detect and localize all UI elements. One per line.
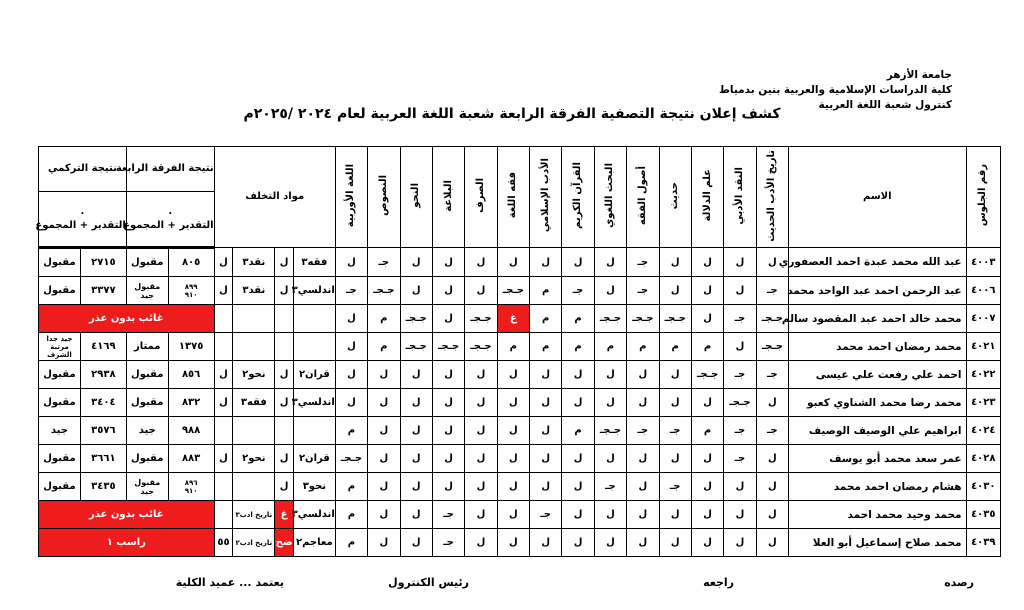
grade-cell: ل xyxy=(465,473,497,501)
grade-cell: جـ xyxy=(659,417,691,445)
grade-cell: ل xyxy=(400,417,432,445)
grade-cell: جـجـ xyxy=(627,305,659,333)
grade-cell: جـ xyxy=(627,248,659,277)
grade-cell: ل xyxy=(530,389,562,417)
subject-header: البحث اللغوي xyxy=(594,147,626,248)
cumulative-total: ٣٦٦١ xyxy=(80,445,126,473)
grade-cell: ل xyxy=(335,248,367,277)
grade-cell: جـجـ xyxy=(659,305,691,333)
grade-cell: ل xyxy=(465,389,497,417)
cumulative-grade: مقبول xyxy=(39,277,81,305)
recorded-label: رصده xyxy=(944,576,974,589)
failed-subject: قران٢ xyxy=(293,361,335,389)
grade-cell: ل xyxy=(594,501,626,529)
table-row xyxy=(39,361,1001,389)
grade-cell: جـجـ xyxy=(465,333,497,361)
failed-subject: قران٢ xyxy=(293,445,335,473)
subject-header: اللغة الأوربية xyxy=(335,147,367,248)
grade-cell: ل xyxy=(465,445,497,473)
grade-cell: جـ xyxy=(368,248,400,277)
cumulative-total: ٣٤٣٥ xyxy=(80,473,126,501)
grade-cell: ل xyxy=(432,389,464,417)
fourth-year-total: ٨٣٢ xyxy=(168,389,214,417)
reviewed-label: راجعه xyxy=(703,576,734,589)
table-row xyxy=(39,305,1001,333)
grade-cell: جـ xyxy=(594,473,626,501)
grade-cell: جـجـ xyxy=(400,333,432,361)
failed-subject-grade: غ xyxy=(275,501,294,529)
grade-cell: جـ xyxy=(724,417,756,445)
grade-cell: ل xyxy=(400,389,432,417)
grade-cell: م xyxy=(530,305,562,333)
failed-subject-grade xyxy=(214,473,233,501)
seat-number: ٤٠٠٦ xyxy=(966,277,1000,305)
grade-cell: ل xyxy=(465,501,497,529)
grade-cell: ل xyxy=(627,501,659,529)
cumulative-grade: مقبول xyxy=(39,389,81,417)
table-row xyxy=(39,248,1001,277)
student-name: عبد الله محمد عبدة احمد العصفوري xyxy=(789,248,967,277)
failed-subject-grade xyxy=(214,333,233,361)
failed-subject-grade: ل xyxy=(275,361,294,389)
grade-cell: جـجـ xyxy=(432,333,464,361)
grade-cell: ل xyxy=(400,473,432,501)
grade-cell: ل xyxy=(497,389,529,417)
table-row xyxy=(39,417,1001,445)
cumulative-total: ٤١٦٩ xyxy=(80,333,126,361)
grade-cell: ل xyxy=(562,501,594,529)
student-name: محمد رمضان احمد محمد xyxy=(789,333,967,361)
grade-cell: ل xyxy=(432,361,464,389)
grade-cell: ل xyxy=(724,501,756,529)
grade-cell: جـجـ xyxy=(594,417,626,445)
subject-header: النقد الأدبي xyxy=(724,147,756,248)
student-name: عمر سعد محمد أبو يوسف xyxy=(789,445,967,473)
failed-subject: اندلسي٣ xyxy=(293,389,335,417)
seat-number: ٤٠٢٣ xyxy=(966,389,1000,417)
failed-subject-grade xyxy=(214,305,233,333)
failed-subject: نحو٣ xyxy=(293,473,335,501)
failed-subject-grade: ل xyxy=(275,389,294,417)
grade-cell: جـجـ xyxy=(691,361,723,389)
failed-subject: نقد٣ xyxy=(233,277,275,305)
failed-subject: تاريخ ادب٢ xyxy=(233,529,275,557)
grade-cell: م xyxy=(335,473,367,501)
failed-subject-grade: ل xyxy=(275,248,294,277)
cumulative-total: ٣٤٠٤ xyxy=(80,389,126,417)
grade-cell: ل xyxy=(659,277,691,305)
grade-cell: ل xyxy=(724,333,756,361)
table-row xyxy=(39,501,1001,529)
grade-cell: ل xyxy=(497,473,529,501)
grade-cell: ل xyxy=(432,277,464,305)
failed-subject-grade: ل xyxy=(275,277,294,305)
grade-cell: ل xyxy=(659,501,691,529)
failed-subject-grade: ل xyxy=(214,361,233,389)
page-title: كشف إعلان نتيجة التصفية الفرقة الرابعة شعبة اللغة العربية لعام ٢٠٢٤ /٢٠٢٥م xyxy=(243,106,781,122)
failed-subject: فقه٣ xyxy=(233,389,275,417)
grade-cell: ل xyxy=(530,445,562,473)
grade-cell: ل xyxy=(724,473,756,501)
failed-subject: تاريخ ادب٣ xyxy=(233,501,275,529)
grade-cell: ل xyxy=(400,277,432,305)
subject-header: علم الدلالة xyxy=(691,147,723,248)
cumulative-grade: جيد جدا مرتبة الشرف xyxy=(39,333,81,361)
grade-cell: ل xyxy=(562,361,594,389)
grade-cell: ل xyxy=(497,445,529,473)
grade-cell: ل xyxy=(432,248,464,277)
grade-cell: ل xyxy=(756,248,788,277)
failed-subject xyxy=(293,333,335,361)
grade-cell: جـ xyxy=(724,445,756,473)
seat-number: ٤٠٠٧ xyxy=(966,305,1000,333)
grade-cell: جـ xyxy=(724,305,756,333)
grade-cell: ل xyxy=(756,529,788,557)
grade-cell: ل xyxy=(530,529,562,557)
failed-subjects-header: مواد التخلف xyxy=(214,147,335,248)
grade-cell: ل xyxy=(562,445,594,473)
grade-cell: ل xyxy=(400,501,432,529)
grade-cell: جـجـ xyxy=(594,305,626,333)
cumulative-grade-total-header: . التقدير + المجموع xyxy=(39,192,127,248)
grade-cell: ل xyxy=(594,529,626,557)
grade-cell: م xyxy=(530,333,562,361)
failed-subject-grade: ل xyxy=(214,445,233,473)
failed-subject: فقه٣ xyxy=(293,248,335,277)
fourth-year-grade: ممتاز xyxy=(126,333,168,361)
grade-cell: ل xyxy=(724,277,756,305)
student-name: محمد صلاح إسماعيل أبو العلا xyxy=(789,529,967,557)
fourth-year-total: ٩٨٨ xyxy=(168,417,214,445)
fourth-year-total: ٨٠٥ xyxy=(168,248,214,277)
status-badge: غائب بدون عذر xyxy=(39,501,215,529)
grade-cell: ل xyxy=(691,473,723,501)
grade-cell: ل xyxy=(465,248,497,277)
student-name: عبد الرحمن احمد عبد الواحد محمد xyxy=(789,277,967,305)
grade-cell: ل xyxy=(691,529,723,557)
grade-cell: ل xyxy=(627,473,659,501)
grade-cell: ل xyxy=(724,529,756,557)
grade-cell: ل xyxy=(691,277,723,305)
grade-cell: ل xyxy=(594,361,626,389)
grade-cell: ل xyxy=(627,529,659,557)
name-header: الاسم xyxy=(789,147,967,248)
grade-cell: ل xyxy=(594,389,626,417)
table-row xyxy=(39,277,1001,305)
seat-number: ٤٠٢٤ xyxy=(966,417,1000,445)
grade-cell: جـ xyxy=(627,277,659,305)
cumulative-total: ٣٥٧٦ xyxy=(80,417,126,445)
failed-subject: اندلسي٣ xyxy=(293,501,335,529)
table-row xyxy=(39,333,1001,361)
grade-cell: ل xyxy=(530,248,562,277)
fourth-year-total: ٨٨٣ xyxy=(168,445,214,473)
results-table xyxy=(35,146,1001,557)
student-name: محمد وحيد محمد احمد xyxy=(789,501,967,529)
grade-cell: م xyxy=(562,333,594,361)
failed-subject: نقد٣ xyxy=(233,248,275,277)
grade-cell: جـ xyxy=(432,501,464,529)
failed-subject: معاجم٢ xyxy=(293,529,335,557)
fourth-year-grade: مقبول xyxy=(126,248,168,277)
cumulative-grade: مقبول xyxy=(39,361,81,389)
grade-cell: ل xyxy=(335,361,367,389)
grade-cell: ل xyxy=(400,248,432,277)
grade-cell: ل xyxy=(756,445,788,473)
seat-header: رقم الجلوس xyxy=(966,147,1000,248)
grade-cell: ل xyxy=(627,361,659,389)
failed-subject-grade: ٥٥ xyxy=(214,529,233,557)
failed-subject-grade: ل xyxy=(214,277,233,305)
student-name: محمد رضا محمد الشناوي كعبو xyxy=(789,389,967,417)
grade-cell: ل xyxy=(368,445,400,473)
grade-cell: ل xyxy=(562,529,594,557)
status-badge: غائب بدون عذر xyxy=(39,305,215,333)
grade-cell: م xyxy=(497,333,529,361)
grade-cell: م xyxy=(691,333,723,361)
fourth-grade-total-header: . التقدير + المجموع xyxy=(126,192,214,248)
grade-cell: ل xyxy=(562,473,594,501)
grade-cell: جـجـ xyxy=(368,277,400,305)
grade-cell: جـجـ xyxy=(756,305,788,333)
grade-cell: جـ xyxy=(756,361,788,389)
grade-cell: ل xyxy=(368,501,400,529)
failed-subject-grade xyxy=(275,417,294,445)
subject-header: البلاغة xyxy=(432,147,464,248)
seat-number: ٤٠٠٣ xyxy=(966,248,1000,277)
grade-cell: ل xyxy=(432,445,464,473)
grade-cell: جـجـ xyxy=(497,277,529,305)
cumulative-header: نتيجة التركمي xyxy=(39,147,127,192)
grade-cell: ل xyxy=(465,277,497,305)
seat-number: ٤٠٢٢ xyxy=(966,361,1000,389)
cumulative-total: ٢٩٣٨ xyxy=(80,361,126,389)
grade-cell: ل xyxy=(400,361,432,389)
fourth-year-grade: مقبول جيد xyxy=(126,473,168,501)
student-name: ابراهيم علي الوصيف الوصيف xyxy=(789,417,967,445)
cumulative-grade: مقبول xyxy=(39,248,81,277)
subject-header: النحو xyxy=(400,147,432,248)
grade-cell: ل xyxy=(465,417,497,445)
grade-cell: ل xyxy=(497,361,529,389)
failed-subject-grade: ل xyxy=(275,445,294,473)
grade-cell: ل xyxy=(335,389,367,417)
dean-label: يعتمد ... عميد الكلية xyxy=(175,576,284,589)
grade-cell: ل xyxy=(432,417,464,445)
grade-cell: م xyxy=(659,333,691,361)
table-row xyxy=(39,473,1001,501)
grade-cell: ل xyxy=(335,305,367,333)
grade-cell: جـجـ xyxy=(724,389,756,417)
grade-cell: ل xyxy=(530,473,562,501)
grade-cell: ل xyxy=(368,529,400,557)
failed-subject: اندلسي٣ xyxy=(293,277,335,305)
failed-subject-grade xyxy=(275,305,294,333)
grade-cell: ل xyxy=(465,529,497,557)
grade-cell: ل xyxy=(400,529,432,557)
subject-header: تاريخ الأدب الحديث xyxy=(756,147,788,248)
subject-header: أصول الفقه xyxy=(627,147,659,248)
grade-cell: جـجـ xyxy=(756,333,788,361)
failed-subject xyxy=(293,305,335,333)
failed-subject: نحو٢ xyxy=(233,361,275,389)
grade-cell: م xyxy=(562,305,594,333)
grade-cell: جـ xyxy=(756,277,788,305)
fourth-year-grade: جيد xyxy=(126,417,168,445)
grade-cell: ل xyxy=(659,529,691,557)
fourth-year-total: ٨٩٦ ٩١٠ xyxy=(168,473,214,501)
cumulative-total: ٢٧١٥ xyxy=(80,248,126,277)
fourth-year-grade: مقبول xyxy=(126,389,168,417)
seat-number: ٤٠٣٥ xyxy=(966,501,1000,529)
grade-cell: جـجـ xyxy=(400,305,432,333)
student-name: محمد خالد احمد عبد المقصود سالم xyxy=(789,305,967,333)
college-name: كلية الدراسات الإسلامية والعربية بنين بدمياط xyxy=(719,84,952,96)
failed-subject-grade xyxy=(275,333,294,361)
grade-cell: م xyxy=(335,501,367,529)
grade-cell: ل xyxy=(497,248,529,277)
fourth-year-grade: مقبول xyxy=(126,445,168,473)
failed-subject xyxy=(233,333,275,361)
grade-cell: ل xyxy=(368,361,400,389)
grade-cell: جـ xyxy=(530,501,562,529)
cumulative-total: ٣٣٧٧ xyxy=(80,277,126,305)
grade-cell: جـ xyxy=(659,473,691,501)
fourth-year-grade: مقبول جيد xyxy=(126,277,168,305)
grade-cell: جـ xyxy=(724,361,756,389)
failed-subject-grade: ل xyxy=(214,389,233,417)
fourth-year-total: ٨٥٦ xyxy=(168,361,214,389)
failed-subject: نحو٢ xyxy=(233,445,275,473)
grade-cell: ل xyxy=(756,389,788,417)
grade-cell: ل xyxy=(335,333,367,361)
grade-cell: م xyxy=(368,305,400,333)
grade-cell: ل xyxy=(627,445,659,473)
grade-cell: ل xyxy=(594,277,626,305)
grade-cell: جـجـ xyxy=(335,445,367,473)
failed-subject-grade: ضح xyxy=(275,529,294,557)
cumulative-grade: مقبول xyxy=(39,473,81,501)
subject-header: الأدب الإسلامي xyxy=(530,147,562,248)
grade-cell: ل xyxy=(368,389,400,417)
grade-cell: ل xyxy=(594,445,626,473)
grade-cell: ل xyxy=(465,361,497,389)
grade-cell: ل xyxy=(497,501,529,529)
grade-cell: جـ xyxy=(627,417,659,445)
subject-header: فقه اللغة xyxy=(497,147,529,248)
seat-number: ٤٠٣٩ xyxy=(966,529,1000,557)
grade-cell: ل xyxy=(756,501,788,529)
seat-number: ٤٠٣٠ xyxy=(966,473,1000,501)
grade-cell: ل xyxy=(400,445,432,473)
grade-cell: م xyxy=(627,333,659,361)
table-row xyxy=(39,445,1001,473)
failed-subject-grade: ل xyxy=(214,248,233,277)
grade-cell: ل xyxy=(368,473,400,501)
grade-cell: ل xyxy=(530,417,562,445)
fourth-year-header: نتيجة الفرقة الرابعة xyxy=(126,147,214,192)
failed-subject-grade xyxy=(214,417,233,445)
grade-cell: م xyxy=(335,529,367,557)
subject-header: حديث xyxy=(659,147,691,248)
grade-cell: م xyxy=(562,417,594,445)
failed-subject-grade xyxy=(214,501,233,529)
grade-cell: غ xyxy=(497,305,529,333)
failed-subject xyxy=(293,417,335,445)
control-head-label: رئيس الكنترول xyxy=(388,576,469,589)
grade-cell: ل xyxy=(530,361,562,389)
grade-cell: م xyxy=(335,417,367,445)
student-name: احمد علي رفعت علي عيسى xyxy=(789,361,967,389)
grade-cell: ل xyxy=(368,417,400,445)
subject-header: القرآن الكريم xyxy=(562,147,594,248)
subject-header: النصوص xyxy=(368,147,400,248)
grade-cell: م xyxy=(368,333,400,361)
student-name: هشام رمضان احمد محمد xyxy=(789,473,967,501)
failed-subject xyxy=(233,305,275,333)
failed-subject-grade: ل xyxy=(275,473,294,501)
grade-cell: ل xyxy=(594,248,626,277)
grade-cell: جـ xyxy=(562,277,594,305)
cumulative-grade: مقبول xyxy=(39,445,81,473)
grade-cell: ل xyxy=(659,445,691,473)
grade-cell: ل xyxy=(756,473,788,501)
grade-cell: م xyxy=(594,333,626,361)
grade-cell: م xyxy=(530,277,562,305)
fourth-year-total: ١٣٧٥ xyxy=(168,333,214,361)
grade-cell: ل xyxy=(497,417,529,445)
grade-cell: ل xyxy=(724,248,756,277)
cumulative-grade: جيد xyxy=(39,417,81,445)
control-name: كنترول شعبة اللغة العربية xyxy=(818,99,952,111)
grade-cell: ل xyxy=(691,248,723,277)
failed-subject xyxy=(233,473,275,501)
grade-cell: م xyxy=(691,417,723,445)
grade-cell: ل xyxy=(432,305,464,333)
grade-cell: ل xyxy=(691,305,723,333)
grade-cell: ل xyxy=(691,501,723,529)
grade-cell: ل xyxy=(659,361,691,389)
grade-cell: ل xyxy=(659,248,691,277)
grade-cell: جـ xyxy=(432,529,464,557)
grade-cell: ل xyxy=(497,529,529,557)
grade-cell: ل xyxy=(562,389,594,417)
subject-header: الصرف xyxy=(465,147,497,248)
status-badge: راسب ١ xyxy=(39,529,215,557)
grade-cell: ل xyxy=(691,389,723,417)
grade-cell: جـ xyxy=(756,417,788,445)
table-row xyxy=(39,389,1001,417)
table-row xyxy=(39,529,1001,557)
grade-cell: ل xyxy=(432,473,464,501)
grade-cell: ل xyxy=(691,445,723,473)
grade-cell: ل xyxy=(659,389,691,417)
university-name: جامعة الأزهر xyxy=(886,69,952,81)
fourth-year-total: ٨٩٩ ٩١٠ xyxy=(168,277,214,305)
seat-number: ٤٠٢٨ xyxy=(966,445,1000,473)
grade-cell: جـ xyxy=(335,277,367,305)
seat-number: ٤٠٢١ xyxy=(966,333,1000,361)
fourth-year-grade: مقبول xyxy=(126,361,168,389)
grade-cell: ل xyxy=(627,389,659,417)
grade-cell: جـجـ xyxy=(465,305,497,333)
failed-subject xyxy=(233,417,275,445)
grade-cell: ل xyxy=(562,248,594,277)
